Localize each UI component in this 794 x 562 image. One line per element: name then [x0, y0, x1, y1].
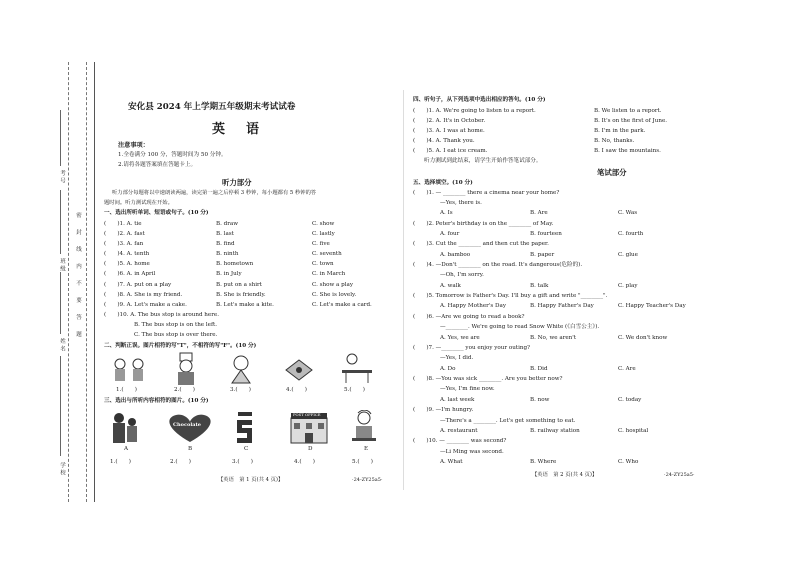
picture-chef-icon — [170, 352, 202, 386]
option-b: B. Did — [530, 366, 548, 372]
option-b: B. talk — [530, 283, 549, 289]
paper-code: ·24-ZY25a5· — [352, 477, 383, 483]
name-blank[interactable] — [60, 272, 61, 334]
reply-line: —Li Ming was second. — [440, 449, 504, 455]
paper-code: ·24-ZY25a5· — [664, 472, 695, 478]
listening-title: 听力部分 — [222, 178, 252, 187]
picture-boy-icon — [226, 354, 256, 384]
option-a: A. Yes, we are — [440, 335, 480, 341]
picture-letter: C — [244, 446, 249, 452]
answer-blank[interactable]: 1.( ) — [116, 387, 137, 393]
option-a: A. restaurant — [440, 428, 478, 434]
option-a: A. last week — [440, 397, 475, 403]
option-c: C. glue — [618, 252, 638, 258]
section-4-title: 四、听句子，从下列选项中选出相应的答句。(10 分) — [413, 97, 546, 103]
option-c: C. five — [312, 241, 330, 247]
section-1-title: 一、选出所听单词、短语或句子。(10 分) — [104, 210, 209, 216]
class-blank[interactable] — [60, 190, 61, 254]
answer-blank[interactable]: 4.( ) — [294, 459, 315, 465]
option-b: B. It's on the first of June. — [594, 118, 668, 124]
class-label: 班级 — [59, 258, 65, 273]
picture-mother-daughter-icon — [108, 410, 142, 444]
option-b: B. last — [216, 231, 234, 237]
option-b: B. I'm in the park. — [594, 128, 646, 134]
option-a: A. Do — [440, 366, 456, 372]
option-b: B. find — [216, 241, 235, 247]
answer-blank[interactable]: 3.( ) — [232, 459, 253, 465]
picture-number-5-icon — [230, 410, 260, 446]
option-b: B. hometown — [216, 261, 254, 267]
question-row[interactable]: ( )7. —________ you enjoy your outing? — [413, 345, 531, 351]
question-row[interactable]: ( )8. —You was sick ________. Are you better now? — [413, 376, 563, 382]
option-c: C. in March — [312, 271, 346, 277]
reply-line: —Yes, I'm fine now. — [440, 386, 495, 392]
reply-line: —Yes, there is. — [440, 200, 482, 206]
option-c: C. hospital — [618, 428, 649, 434]
answer-blank[interactable]: 4.( ) — [286, 387, 307, 393]
option-b: B. draw — [216, 221, 239, 227]
option-a: A. four — [440, 231, 460, 237]
binding-line — [94, 62, 95, 502]
binding-dashed-line — [68, 62, 69, 502]
option-c: C. fourth — [618, 231, 644, 237]
option-b: B. No, we aren't — [530, 335, 577, 341]
question-row[interactable]: ( )6. —Are we going to read a book? — [413, 314, 525, 320]
answer-blank[interactable]: 1.( ) — [110, 459, 131, 465]
chocolate-label: Chocolate — [173, 422, 201, 428]
exam-number-label: 考号 — [59, 170, 65, 185]
option-b: B. Let's make a kite. — [216, 302, 274, 308]
question-row[interactable]: ( )6. A. in April — [104, 271, 156, 277]
question-row[interactable]: ( )5. Tomorrow is Father's Day. I'll buy a gift and write "________". — [413, 293, 608, 299]
picture-letter: B — [188, 446, 193, 452]
option-b: B. We listen to a report. — [594, 108, 662, 114]
option-c: C. She is lovely. — [312, 292, 357, 298]
picture-letter: D — [308, 446, 313, 452]
question-row[interactable]: ( )8. A. She is my friend. — [104, 292, 183, 298]
listening-end-note: 听力测试到此结束，请学生开始作答笔试部分。 — [424, 158, 542, 164]
question-row[interactable]: ( )7. A. put on a play — [104, 282, 172, 288]
section-5-title: 五、选择填空。(10 分) — [413, 180, 473, 186]
option-a: A. walk — [440, 283, 461, 289]
section-3-title: 三、选出与所听内容相符的图片。(10 分) — [104, 398, 209, 404]
option-b: B. Happy Father's Day — [530, 303, 594, 309]
school-blank[interactable] — [60, 356, 61, 456]
question-row[interactable]: ( )3. A. fan — [104, 241, 144, 247]
question-row[interactable]: ( )1. A. We're going to listen to a report. — [413, 108, 536, 114]
option-c: C. lastly — [312, 231, 335, 237]
option-b: B. in July — [216, 271, 242, 277]
notice-item: 1.全卷满分 100 分，答题时间为 50 分钟。 — [118, 152, 227, 158]
option-b: B. ninth — [216, 251, 239, 257]
option-a: A. What — [440, 459, 463, 465]
option-c: C. Are — [618, 366, 636, 372]
question-row[interactable]: ( )3. Cut the ________ and then cut the paper. — [413, 241, 549, 247]
page-footer: 【英语 第 1 页(共 4 页)】 — [218, 477, 284, 483]
option-b: B. put on a shirt — [216, 282, 262, 288]
notice-item: 2.请将各题答案填在答题卡上。 — [118, 162, 197, 168]
picture-desk-icon — [340, 352, 374, 384]
exam-number-blank[interactable] — [60, 110, 61, 166]
question-row[interactable]: ( )5. A. I eat ice cream. — [413, 148, 488, 154]
option-c: C. Happy Teacher's Day — [618, 303, 686, 309]
post-office-label: POST OFFICE — [293, 412, 321, 417]
option-c: C. We don't know — [618, 335, 668, 341]
option-c: C. town — [312, 261, 334, 267]
binding-dashed-line — [86, 62, 87, 502]
question-row[interactable]: ( )1. — ________ there a cinema near your home? — [413, 190, 560, 196]
question-row[interactable]: ( )4. A. tenth — [104, 251, 150, 257]
answer-blank[interactable]: 5.( ) — [344, 387, 365, 393]
reply-line: —There's a ________. Let's get something to eat. — [440, 418, 576, 424]
option-c: C. seventh — [312, 251, 342, 257]
question-row[interactable]: ( )1. A. tie — [104, 221, 142, 227]
picture-students-icon — [110, 356, 150, 384]
option-a: A. bamboo — [440, 252, 471, 258]
option-b: B. The bus stop is on the left. — [134, 322, 218, 328]
name-label: 姓名 — [59, 338, 65, 353]
notice-title: 注意事项： — [118, 142, 149, 149]
picture-chocolate-box-icon — [162, 412, 218, 444]
option-c: C. today — [618, 397, 642, 403]
picture-girl-reading-icon — [348, 410, 380, 446]
reply-line: —Oh, I'm sorry. — [440, 272, 484, 278]
question-row[interactable]: ( )9. A. Let's make a cake. — [104, 302, 187, 308]
question-row[interactable]: ( )5. A. home — [104, 261, 150, 267]
question-row[interactable]: ( )4. A. Thank you. — [413, 138, 475, 144]
page-footer: 【英语 第 2 页(共 4 页)】 — [532, 472, 598, 478]
option-b: B. paper — [530, 252, 555, 258]
option-b: B. Where — [530, 459, 557, 465]
option-b: B. She is friendly. — [216, 292, 266, 298]
option-b: B. fourteen — [530, 231, 562, 237]
writing-title: 笔试部分 — [597, 168, 627, 177]
picture-letter: E — [364, 446, 369, 452]
option-c: C. Who — [618, 459, 639, 465]
question-row[interactable]: ( )2. A. It's in October. — [413, 118, 486, 124]
picture-kite-icon — [282, 356, 316, 384]
reply-line: —Yes, I did. — [440, 355, 474, 361]
question-row[interactable]: ( )3. A. I was at home. — [413, 128, 485, 134]
answer-blank[interactable]: 2.( ) — [170, 459, 191, 465]
option-c: C. show — [312, 221, 335, 227]
subject-title: 英 语 — [212, 122, 264, 137]
seal-text: 密 封 线 内 不 要 答 题 — [76, 213, 82, 338]
listening-intro: 听力部分每题将以中速朗读两遍，读完第一遍之后停顿 3 秒钟，每小题都有 5 秒钟的答 — [112, 190, 317, 196]
question-row[interactable]: ( )2. Peter's birthday is on the ________ of May. — [413, 221, 554, 227]
question-row[interactable]: ( )2. A. fast — [104, 231, 145, 237]
option-b: B. No, thanks. — [594, 138, 635, 144]
option-b: B. railway station — [530, 428, 580, 434]
page-divider — [403, 90, 404, 490]
question-row[interactable]: ( )4. —Don't ________ on the road. It's dangerous(危险的). — [413, 262, 583, 268]
section-2-title: 二、判断正误。图片相符的写"T"，不相符的写"F"。(10 分) — [104, 343, 257, 349]
option-a: A. Happy Mother's Day — [440, 303, 507, 309]
question-row[interactable]: ( )10. — ________ was second? — [413, 438, 507, 444]
option-a: A. Is — [440, 210, 453, 216]
option-c: C. Was — [618, 210, 638, 216]
listening-intro: 题时间。听力测试现在开始。 — [104, 200, 173, 206]
answer-blank[interactable]: 2.( ) — [174, 387, 195, 393]
answer-blank[interactable]: 5.( ) — [352, 459, 373, 465]
option-b: B. now — [530, 397, 550, 403]
option-b: B. Are — [530, 210, 548, 216]
option-c: C. The bus stop is over there. — [134, 332, 218, 338]
exam-title: 安化县 2024 年上学期五年级期末考试试卷 — [128, 102, 296, 112]
reply-line: —________. We're going to read Snow White (《白雪公主》). — [440, 324, 600, 330]
school-label: 学校 — [59, 462, 65, 477]
question-row[interactable]: ( )9. —I'm hungry. — [413, 407, 474, 413]
answer-blank[interactable]: 3.( ) — [230, 387, 251, 393]
question-row[interactable]: ( )10. A. The bus stop is around here. — [104, 312, 219, 318]
picture-post-office-icon — [290, 412, 328, 444]
option-c: C. show a play — [312, 282, 354, 288]
option-b: B. I saw the mountains. — [594, 148, 661, 154]
option-c: C. Let's make a card. — [312, 302, 372, 308]
option-c: C. play — [618, 283, 638, 289]
picture-letter: A — [124, 446, 129, 452]
